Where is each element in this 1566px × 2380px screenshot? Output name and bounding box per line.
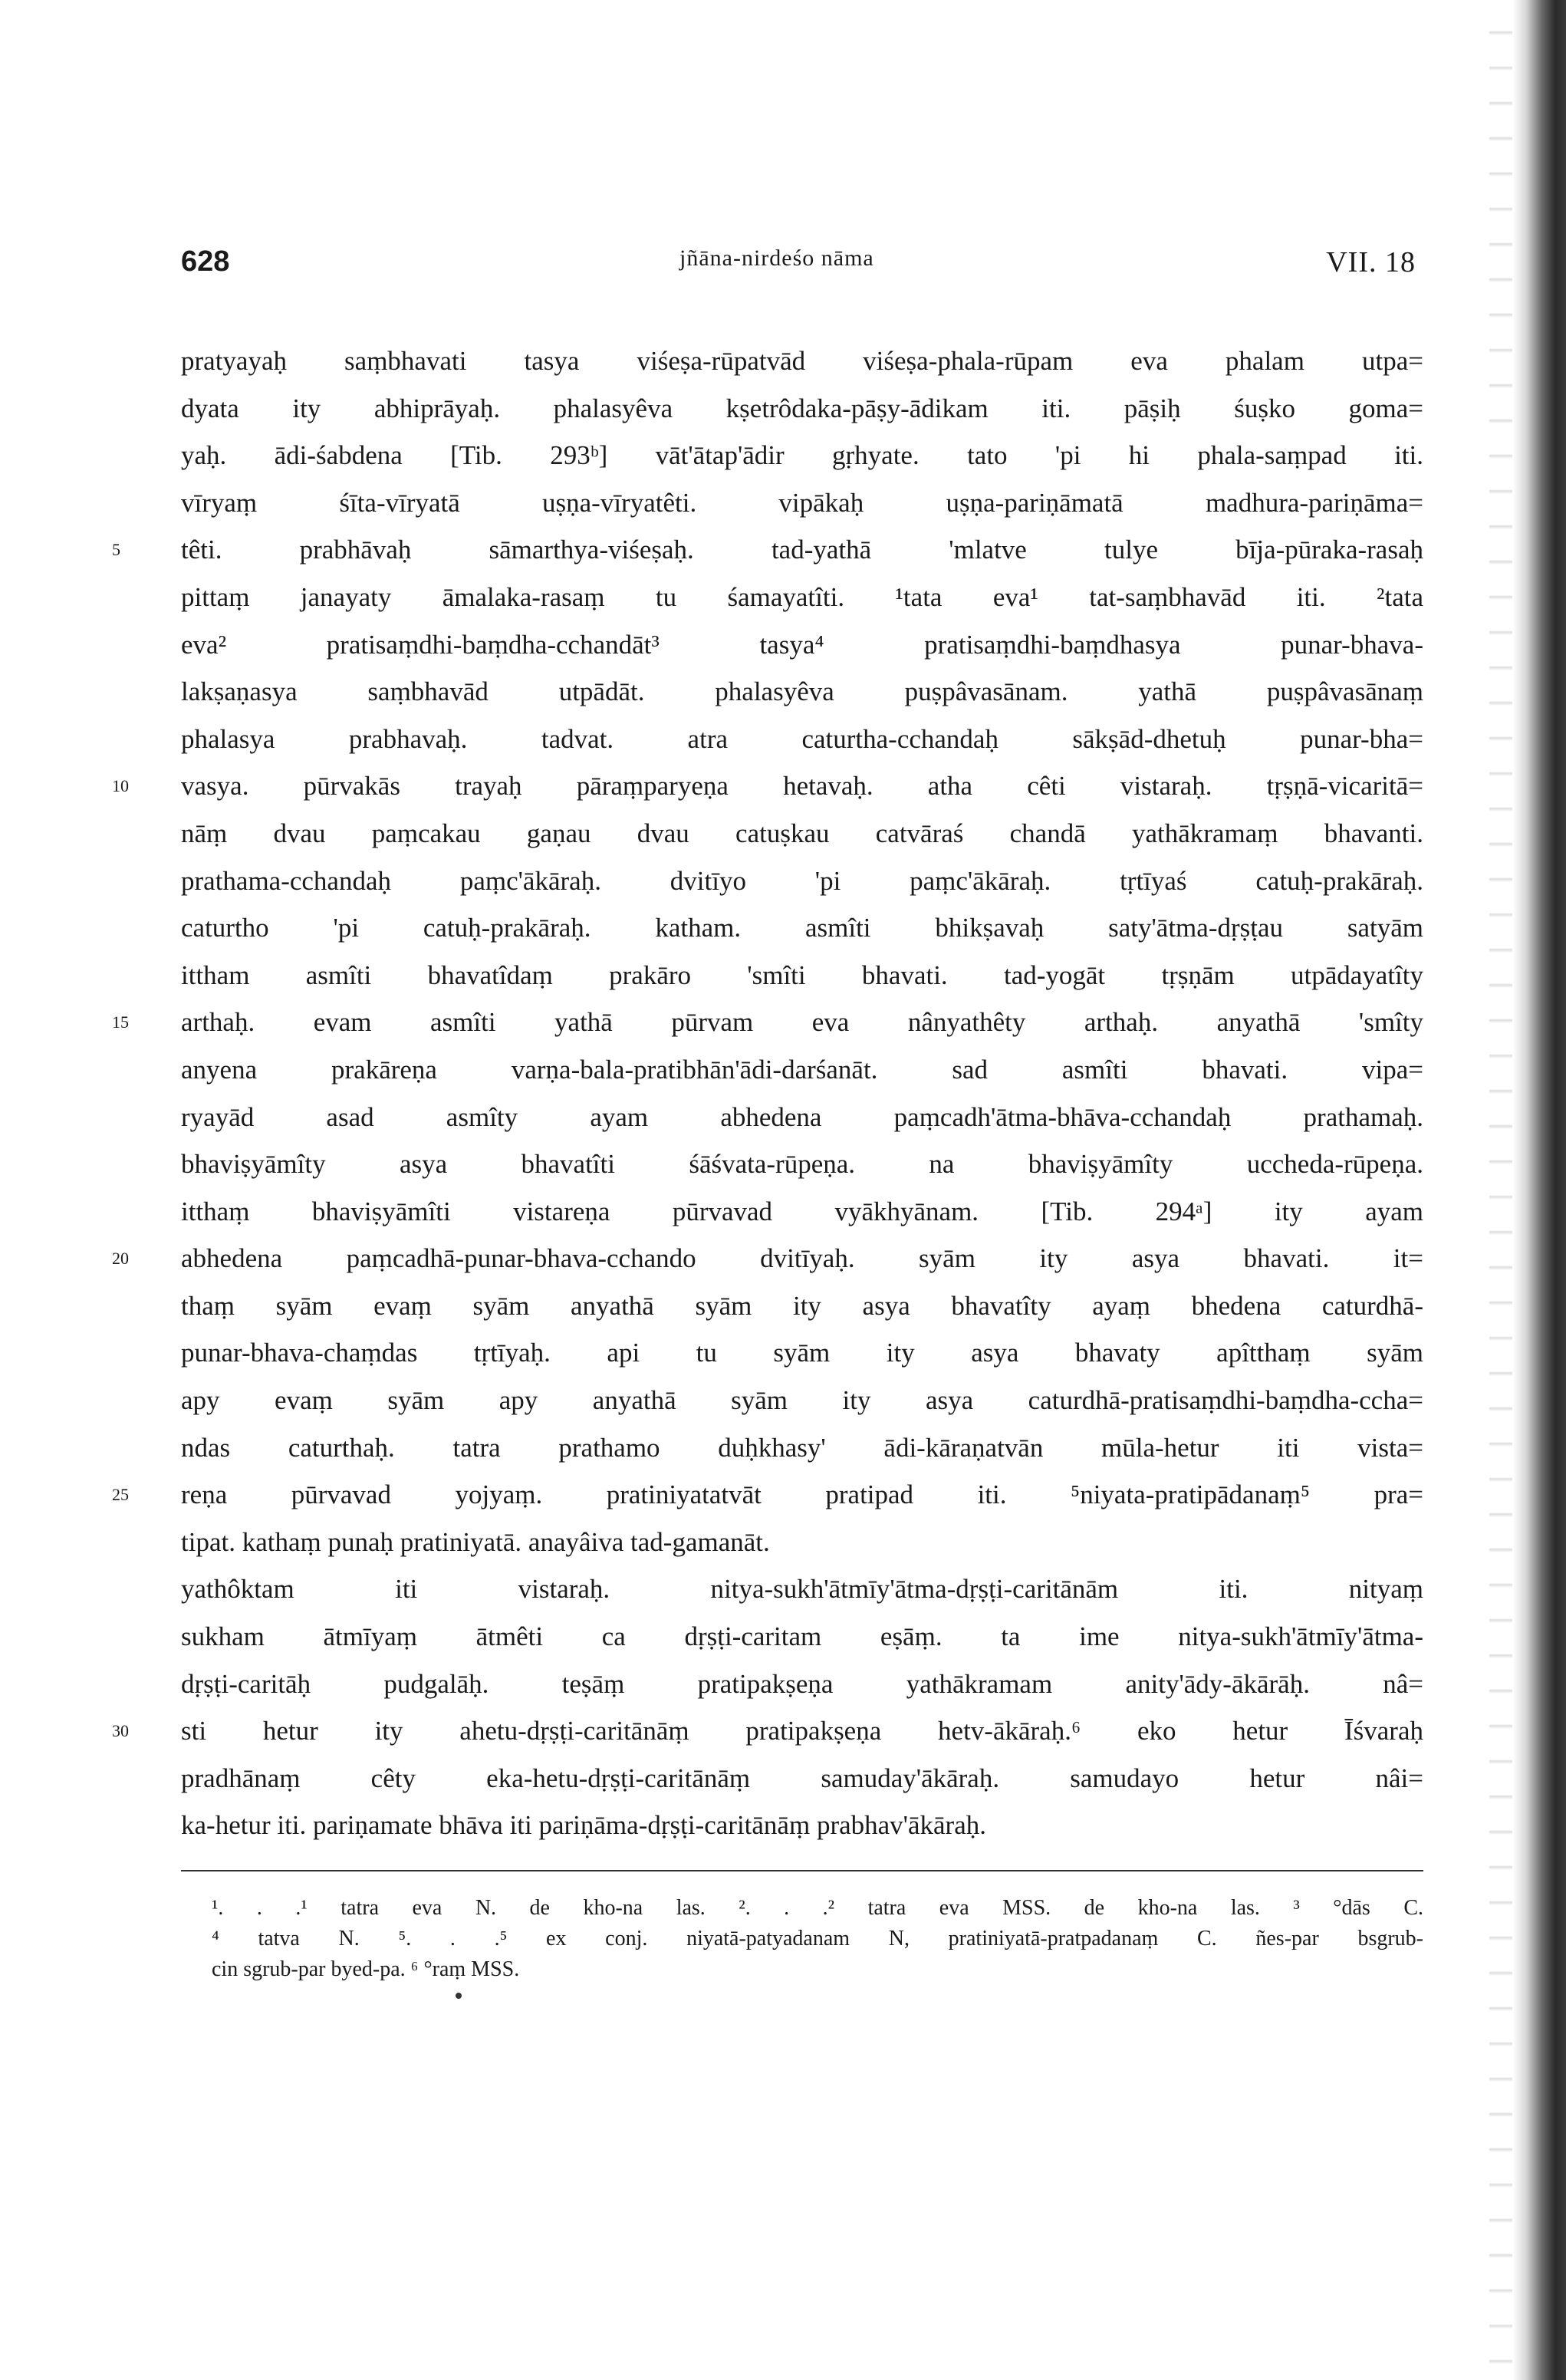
text-line — [181, 1661, 1423, 1708]
line-text: sukham ātmīyaṃ ātmêti ca dṛṣṭi-caritam eṣāṃ. ta ime nitya-sukh'ātmīy'ātma- — [181, 1621, 1423, 1652]
text-line — [181, 1046, 1423, 1094]
running-title: jñāna-nirdeśo nāma — [679, 245, 874, 271]
line-text: arthaḥ. evam asmîti yathā pūrvam eva nânyathêty arthaḥ. anyathā 'smîty — [181, 1007, 1423, 1038]
scan-edge-speckle — [1489, 0, 1512, 2380]
page-header — [181, 238, 1416, 284]
text-line — [112, 1471, 1423, 1519]
text-line — [181, 1188, 1423, 1236]
text-line — [181, 1519, 1423, 1566]
line-text: itthaṃ bhaviṣyāmîti vistareṇa pūrvavad vyākhyānam. [Tib. 294ᵃ] ity ayam — [181, 1196, 1423, 1226]
section-reference: VII. 18 — [1326, 246, 1416, 278]
text-line — [181, 479, 1423, 527]
line-text: apy evaṃ syām apy anyathā syām ity asya caturdhā-pratisaṃdhi-baṃdha-ccha= — [181, 1385, 1423, 1416]
line-text: pittaṃ janayaty āmalaka-rasaṃ tu śamayatîti. ¹tata eva¹ tat-saṃbhavād iti. ²tata — [181, 581, 1423, 612]
text-line — [181, 1141, 1423, 1188]
line-number: 10 — [112, 776, 129, 796]
text-line — [181, 432, 1423, 479]
line-text: vīryaṃ śīta-vīryatā uṣṇa-vīryatêti. vipākaḥ uṣṇa-pariṇāmatā madhura-pariṇāma= — [181, 487, 1423, 518]
text-line — [181, 904, 1423, 952]
line-text: vasya. pūrvakās trayaḥ pāraṃparyeṇa hetavaḥ. atha cêti vistaraḥ. tṛṣṇā-vicaritā= — [181, 771, 1423, 802]
text-line — [181, 574, 1423, 621]
line-text: lakṣaṇasya saṃbhavād utpādāt. phalasyêva puṣpâvasānam. yathā puṣpâvasānaṃ — [181, 676, 1423, 707]
line-text: abhedena paṃcadhā-punar-bhava-cchando dvitīyaḥ. syām ity asya bhavati. it= — [181, 1243, 1423, 1274]
line-text: ka-hetur iti. pariṇamate bhāva iti pariṇāma-dṛṣṭi-caritānāṃ prabhav'ākāraḥ. — [181, 1810, 986, 1841]
line-number: 20 — [112, 1249, 129, 1269]
ink-speck — [456, 1993, 462, 1999]
scan-edge-shadow — [1512, 0, 1566, 2380]
line-text: caturtho 'pi catuḥ-prakāraḥ. katham. asmîti bhikṣavaḥ saty'ātma-dṛṣṭau satyām — [181, 913, 1423, 943]
footnotes — [212, 1893, 1423, 1985]
line-text: anyena prakāreṇa varṇa-bala-pratibhān'ādi-darśanāt. sad asmîti bhavati. vipa= — [181, 1054, 1423, 1085]
text-line — [181, 1377, 1423, 1424]
text-line — [181, 1329, 1423, 1377]
text-line — [181, 1094, 1423, 1141]
line-text: pradhānaṃ cêty eka-hetu-dṛṣṭi-caritānāṃ samuday'ākāraḥ. samudayo hetur nâi= — [181, 1763, 1423, 1793]
line-number: 25 — [112, 1485, 129, 1505]
text-line — [181, 337, 1423, 385]
line-text: thaṃ syām evaṃ syām anyathā syām ity asya bhavatîty ayaṃ bhedena caturdhā- — [181, 1290, 1423, 1321]
text-line — [112, 999, 1423, 1046]
text-line — [181, 716, 1423, 763]
line-text: ittham asmîti bhavatîdaṃ prakāro 'smîti bhavati. tad-yogāt tṛṣṇām utpādayatîty — [181, 960, 1423, 990]
line-text: tipat. kathaṃ punaḥ pratiniyatā. anayâiva tad-gamanāt. — [181, 1526, 770, 1557]
line-number: 5 — [112, 540, 120, 560]
text-line — [181, 1424, 1423, 1472]
line-text: yaḥ. ādi-śabdena [Tib. 293ᵇ] vāt'ātap'ādir gṛhyate. tato 'pi hi phala-saṃpad iti. — [181, 440, 1423, 471]
line-text: dṛṣṭi-caritāḥ pudgalāḥ. teṣāṃ pratipakṣeṇa yathākramam anity'ādy-ākārāḥ. nâ= — [181, 1668, 1423, 1699]
text-line — [181, 1755, 1423, 1802]
line-text: prathama-cchandaḥ paṃc'ākāraḥ. dvitīyo 'pi paṃc'ākāraḥ. tṛtīyaś catuḥ-prakāraḥ. — [181, 865, 1423, 896]
text-line — [112, 1707, 1423, 1755]
text-line — [181, 621, 1423, 669]
line-number: 30 — [112, 1721, 129, 1741]
line-text: têti. prabhāvaḥ sāmarthya-viśeṣaḥ. tad-yathā 'mlatve tulye bīja-pūraka-rasaḥ — [181, 535, 1423, 565]
body-text — [112, 337, 1423, 1849]
text-line — [181, 1282, 1423, 1330]
footnote-line: cin sgrub-par byed-pa. ⁶ °raṃ MSS. — [212, 1957, 520, 1981]
line-text: phalasya prabhavaḥ. tadvat. atra caturtha-cchandaḥ sākṣād-dhetuḥ punar-bha= — [181, 723, 1423, 754]
page-number: 628 — [181, 245, 230, 278]
line-text: reṇa pūrvavad yojyaṃ. pratiniyatatvāt pratipad iti. ⁵niyata-pratipādanaṃ⁵ pra= — [181, 1480, 1423, 1510]
line-text: dyata ity abhiprāyaḥ. phalasyêva kṣetrôdaka-pāṣy-ādikam iti. pāṣiḥ śuṣko goma= — [181, 393, 1423, 423]
line-text: sti hetur ity ahetu-dṛṣṭi-caritānāṃ pratipakṣeṇa hetv-ākāraḥ.⁶ eko hetur Īśvaraḥ — [181, 1716, 1423, 1746]
text-line — [181, 1802, 1423, 1849]
text-line — [181, 668, 1423, 716]
text-line — [181, 858, 1423, 905]
line-text: bhaviṣyāmîty asya bhavatîti śāśvata-rūpeṇa. na bhaviṣyāmîty uccheda-rūpeṇa. — [181, 1149, 1423, 1180]
line-text: nāṃ dvau paṃcakau gaṇau dvau catuṣkau catvāraś chandā yathākramaṃ bhavanti. — [181, 818, 1423, 848]
line-number: 15 — [112, 1012, 129, 1032]
footnote-line: ⁴ tatva N. ⁵. . .⁵ ex conj. niyatā-patyadanam N, pratiniyatā-pratpadanaṃ C. ñes-par bsgrub- — [212, 1927, 1423, 1950]
text-line — [181, 1565, 1423, 1613]
line-text: eva² pratisaṃdhi-baṃdha-cchandāt³ tasya⁴ pratisaṃdhi-baṃdhasya punar-bhava- — [181, 629, 1423, 660]
text-line — [181, 385, 1423, 433]
footnote-line: ¹. . .¹ tatra eva N. de kho-na las. ². . .² tatra eva MSS. de kho-na las. ³ °dās C. — [212, 1896, 1423, 1920]
line-text: ndas caturthaḥ. tatra prathamo duḥkhasy' ādi-kāraṇatvān mūla-hetur iti vista= — [181, 1432, 1423, 1463]
line-text: ryayād asad asmîty ayam abhedena paṃcadh'ātma-bhāva-cchandaḥ prathamaḥ. — [181, 1101, 1423, 1132]
line-text: yathôktam iti vistaraḥ. nitya-sukh'ātmīy'ātma-dṛṣṭi-caritānām iti. nityaṃ — [181, 1574, 1423, 1605]
line-text: punar-bhava-chaṃdas tṛtīyaḥ. api tu syām ity asya bhavaty apîtthaṃ syām — [181, 1338, 1423, 1368]
text-line — [181, 810, 1423, 858]
text-line — [112, 762, 1423, 810]
text-line — [112, 1235, 1423, 1282]
line-text: pratyayaḥ saṃbhavati tasya viśeṣa-rūpatvād viśeṣa-phala-rūpam eva phalam utpa= — [181, 346, 1423, 376]
text-line — [181, 1613, 1423, 1661]
text-line — [112, 526, 1423, 574]
text-line — [181, 952, 1423, 999]
footnote-rule — [181, 1870, 1423, 1871]
